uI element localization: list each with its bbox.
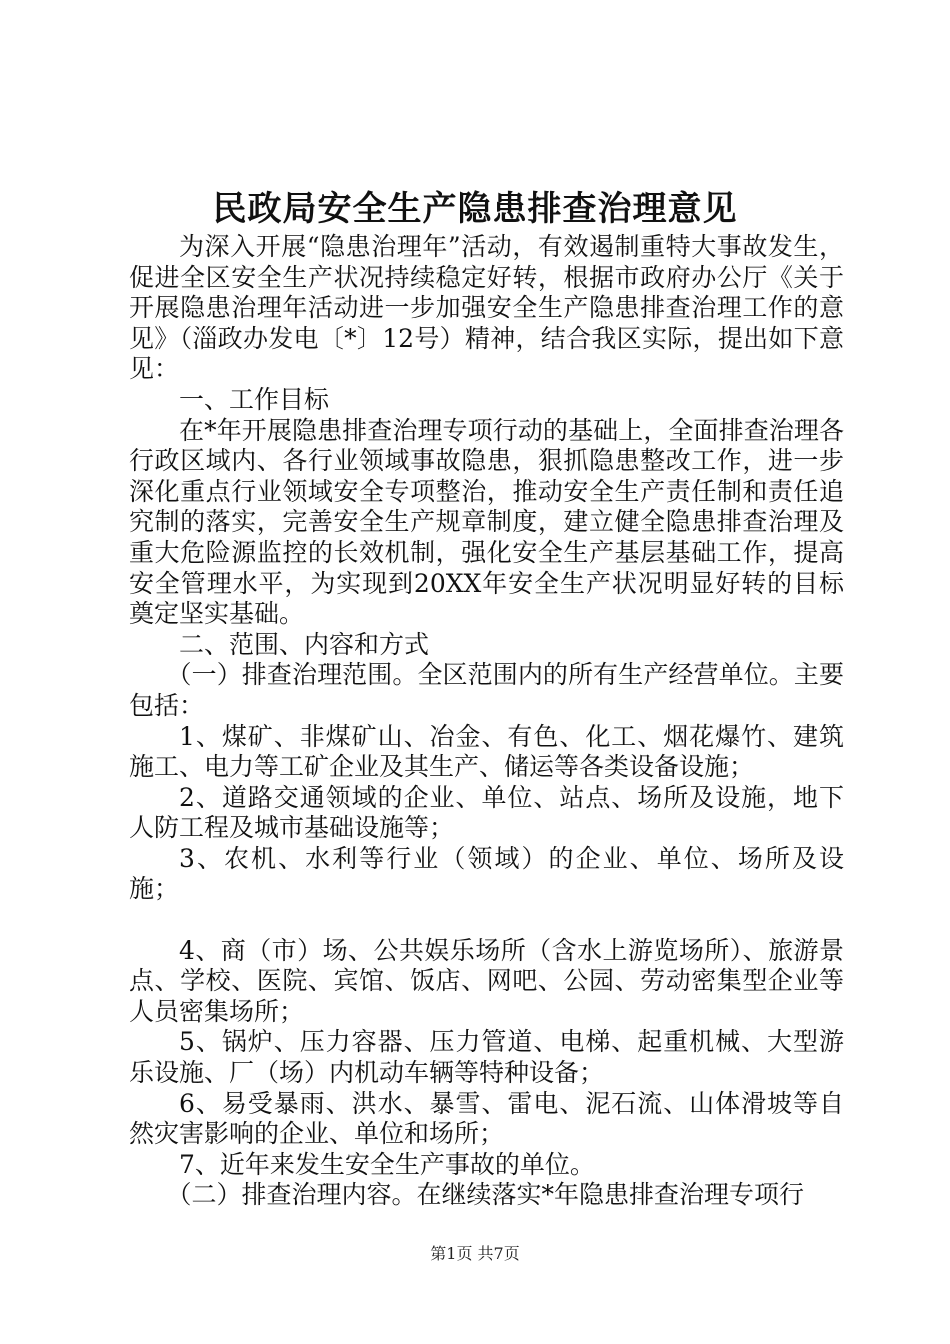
heading-scope: 二、范围、内容和方式 — [179, 629, 430, 659]
paragraph-work-goal: 在*年开展隐患排查治理专项行动的基础上，全面排查治理各行政区域内、各行业领域事故隐患，狠抓隐患整改工作，进一步深化重点行业领域安全专项整治，推动安全生产责任制和责任追究制的落实，完善安全生产规章制度，建立健全隐患排查治理及重大危险源监控的长效机制，强化安全生产基层基础工作，提高安全管理水平，为实现到20XX年安全生产状况明显好转的目标奠定坚实基础。 — [129, 415, 844, 629]
document-title: 民政局安全生产隐患排查治理意见 — [212, 189, 738, 229]
list-item-6: 6、易受暴雨、洪水、暴雪、雷电、泥石流、山体滑坡等自然灾害影响的企业、单位和场所； — [129, 1088, 844, 1149]
paragraph-scope: （一）排查治理范围。全区范围内的所有生产经营单位。主要包括： — [129, 660, 844, 720]
list-item-2: 2、道路交通领域的企业、单位、站点、场所及设施，地下人防工程及城市基础设施等； — [129, 782, 844, 843]
list-item-1: 1、煤矿、非煤矿山、冶金、有色、化工、烟花爆竹、建筑施工、电力等工矿企业及其生产、储运等各类设备设施； — [129, 721, 844, 782]
list-item-5: 5、锅炉、压力容器、压力管道、电梯、起重机械、大型游乐设施、厂（场）内机动车辆等特种设备； — [129, 1027, 844, 1088]
list-item-7: 7、近年来发生安全生产事故的单位。 — [179, 1149, 595, 1179]
list-item-4: 4、商（市）场、公共娱乐场所（含水上游览场所）、旅游景点、学校、医院、宾馆、饭店、网吧、公园、劳动密集型企业等人员密集场所； — [129, 935, 844, 1026]
page-footer: 第1页 共7页 — [430, 1244, 520, 1263]
document-body — [129, 232, 844, 1211]
list-item-3: 3、农机、水利等行业（领域）的企业、单位、场所及设施； — [129, 843, 844, 904]
paragraph-content: （二）排查治理内容。在继续落实*年隐患排查治理专项行 — [166, 1180, 805, 1210]
heading-work-goal: 一、工作目标 — [179, 384, 330, 414]
paragraph-intro: 为深入开展“隐患治理年”活动，有效遏制重特大事故发生，促进全区安全生产状况持续稳定好转，根据市政府办公厅《关于开展隐患治理年活动进一步加强安全生产隐患排查治理工作的意见》（淄政办发电〔*〕12号）精神，结合我区实际，提出如下意见： — [129, 232, 844, 384]
